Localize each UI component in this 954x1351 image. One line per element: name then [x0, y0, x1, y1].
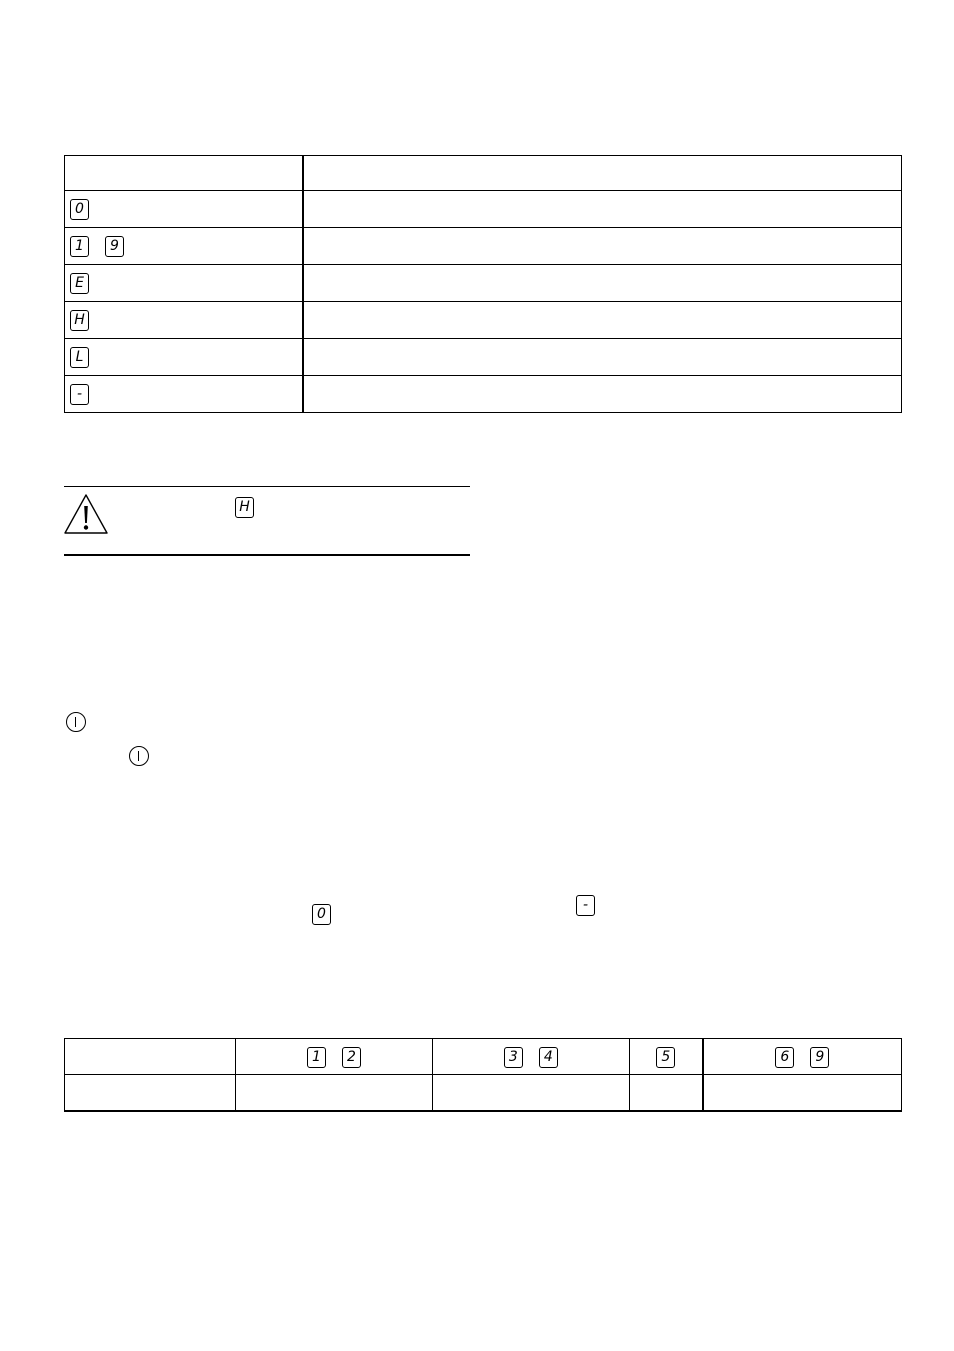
heat-symbol-6: 6	[775, 1047, 794, 1068]
display-symbol-9: 9	[105, 236, 124, 257]
row-description	[303, 265, 902, 302]
table-row	[65, 302, 902, 339]
row-description	[303, 302, 902, 339]
warning-triangle-icon	[63, 492, 109, 536]
row-description	[303, 191, 902, 228]
warning-symbol-h: H	[235, 497, 254, 518]
display-symbol-dash: -	[70, 384, 89, 405]
table-row	[65, 191, 902, 228]
table-row	[65, 1075, 902, 1111]
power-icon	[129, 746, 149, 766]
row-description	[303, 339, 902, 376]
display-symbol-l: L	[70, 347, 89, 368]
heat-setting-table	[64, 1038, 902, 1112]
row-description	[303, 228, 902, 265]
heat-symbol-4: 4	[539, 1047, 558, 1068]
power-icon	[66, 712, 86, 732]
inline-symbol-dash: -	[576, 895, 595, 916]
row-description	[303, 376, 902, 413]
warning-bottom-rule	[64, 554, 470, 556]
heat-symbol-3: 3	[504, 1047, 523, 1068]
display-symbol-0: 0	[70, 199, 89, 220]
header-cell-display	[65, 156, 304, 191]
table-row	[65, 376, 902, 413]
table-row	[65, 339, 902, 376]
display-symbol-h: H	[70, 310, 89, 331]
heat-symbol-5: 5	[656, 1047, 675, 1068]
header-cell-description	[303, 156, 902, 191]
display-symbol-1: 1	[70, 236, 89, 257]
table-header-row	[65, 156, 902, 191]
table-header-row	[65, 1039, 902, 1075]
heat-symbol-2: 2	[342, 1047, 361, 1068]
warning-top-rule	[64, 486, 470, 487]
heat-symbol-1: 1	[307, 1047, 326, 1068]
inline-symbol-zero: 0	[312, 904, 331, 925]
table-row	[65, 228, 902, 265]
display-symbols-table	[64, 155, 902, 413]
heat-symbol-9: 9	[810, 1047, 829, 1068]
display-symbol-e: E	[70, 273, 89, 294]
table-row	[65, 265, 902, 302]
